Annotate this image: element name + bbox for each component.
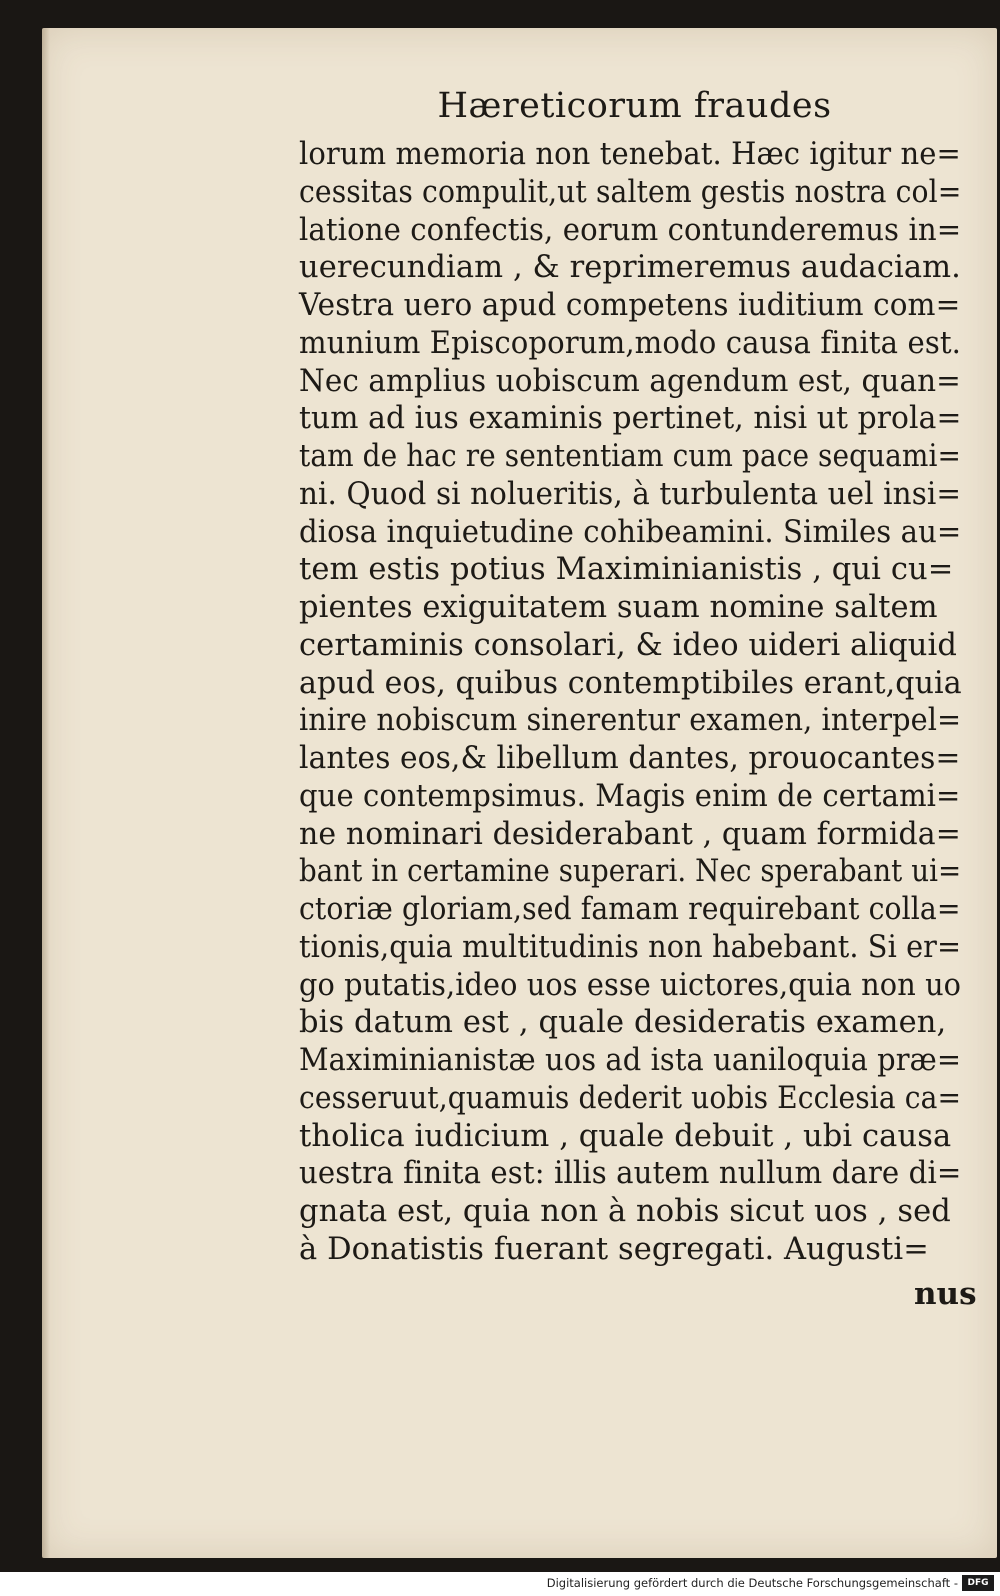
text-line: ctoriæ gloriam,sed famam requirebant colla= (299, 892, 961, 927)
text-line: gnata est, quia non à nobis sicut uos , sed (299, 1194, 951, 1229)
text-line: lantes eos,& libellum dantes, prouocantes= (299, 741, 961, 776)
digitization-footer (0, 1572, 1000, 1596)
text-line: ne nominari desiderabant , quam formida= (299, 816, 961, 852)
text-line: munium Episcoporum,modo causa finita est. (299, 325, 962, 361)
book-page (42, 28, 997, 1558)
text-line: inire nobiscum sinerentur examen, interpel= (299, 703, 962, 739)
text-line: uerecundiam , & reprimeremus audaciam. (299, 250, 961, 286)
text-line: bis datum est , quale desideratis examen, (299, 1005, 947, 1041)
running-header: Hæreticorum fraudes (437, 86, 832, 126)
text-line: diosa inquietudine cohibeamini. Similes au= (299, 514, 962, 550)
text-line: tem estis potius Maximinianistis , qui cu= (299, 552, 954, 588)
text-line: apud eos, quibus contemptibiles erant,quia (299, 665, 962, 701)
text-line: certaminis consolari, & ideo uideri aliquid (299, 627, 958, 663)
catchword: nus (914, 1276, 977, 1312)
funding-credit: Digitalisierung gefördert durch die Deutsche Forschungsgemeinschaft - (546, 1576, 958, 1590)
text-line: go putatis,ideo uos esse uictores,quia non uo (299, 967, 962, 1003)
text-line: bant in certamine superari. Nec sperabant ui= (299, 854, 962, 890)
text-line: tam de hac re sententiam cum pace sequami= (299, 439, 962, 474)
text-line: ni. Quod si nolueritis, à turbulenta uel insi= (299, 476, 962, 512)
text-line: Nec amplius uobiscum agendum est, quan= (299, 363, 961, 399)
text-line: uestra finita est: illis autem nullum dare di= (299, 1156, 962, 1192)
text-line: Maximinianistæ uos ad ista uaniloquia præ= (299, 1043, 962, 1078)
text-line: tholica iudicium , quale debuit , ubi causa (299, 1118, 952, 1154)
dfg-logo: DFG (962, 1575, 994, 1591)
text-line: tum ad ius examinis pertinet, nisi ut prola= (299, 401, 962, 437)
text-line: cessitas compulit,ut saltem gestis nostra col= (299, 174, 962, 210)
page-gutter-shadow (42, 28, 50, 1558)
body-text (299, 136, 961, 1269)
text-line: pientes exiguitatem suam nomine saltem (299, 590, 938, 625)
text-line: à Donatistis fuerant segregati. Augusti= (299, 1231, 929, 1267)
text-line: latione confectis, eorum contunderemus in= (299, 212, 962, 248)
text-line: Vestra uero apud competens iuditium com= (299, 288, 961, 323)
text-line: lorum memoria non tenebat. Hæc igitur ne= (299, 137, 961, 172)
text-line: tionis,quia multitudinis non habebant. Si er= (299, 929, 962, 965)
text-line: que contempsimus. Magis enim de certami= (299, 778, 961, 814)
text-line: cesseruut,quamuis dederit uobis Ecclesia ca= (299, 1080, 962, 1116)
